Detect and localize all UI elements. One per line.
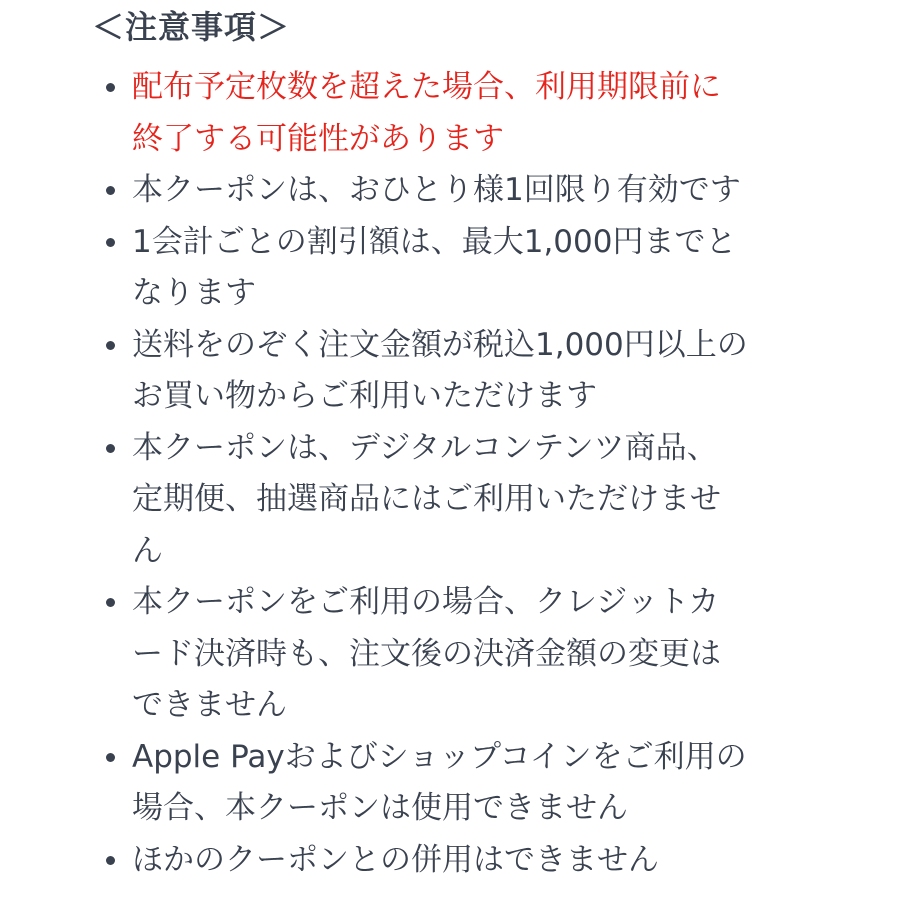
- notice-item-text: ほかのクーポンとの併用はできません: [132, 841, 659, 878]
- list-item: [92, 165, 812, 217]
- notice-item-text: 本クーポンは、デジタルコンテンツ商品、 定期便、抽選商品にはご利用いただけませ ん: [132, 429, 721, 569]
- notice-item-text: Apple Payおよびショップコインをご利用の 場合、本クーポンは使用できません: [132, 738, 747, 826]
- bullet-icon: [106, 83, 115, 92]
- bullet-icon: [106, 238, 115, 247]
- bullet-icon: [106, 341, 115, 350]
- list-item: [92, 835, 812, 887]
- notice-item-text: 1会計ごとの割引額は、最大1,000円までと なります: [132, 223, 737, 311]
- list-item: [92, 217, 812, 320]
- list-item: [92, 732, 812, 835]
- list-item: [92, 320, 812, 423]
- list-item: [92, 577, 812, 732]
- bullet-icon: [106, 753, 115, 762]
- notice-item-text: 本クーポンは、おひとり様1回限り有効です: [132, 172, 741, 208]
- notice-section: [92, 4, 812, 886]
- bullet-icon: [106, 856, 115, 865]
- bullet-icon: [106, 186, 115, 195]
- bullet-icon: [106, 598, 115, 607]
- notice-item-text: 送料をのぞく注文金額が税込1,000円以上の お買い物からご利用いただけます: [132, 326, 748, 414]
- bullet-icon: [106, 444, 115, 453]
- list-item: [92, 62, 812, 165]
- notice-item-text: 配布予定枚数を超えた場合、利用期限前に 終了する可能性があります: [132, 69, 721, 157]
- notice-item-text: 本クーポンをご利用の場合、クレジットカ ード決済時も、注文後の決済金額の変更は できません: [132, 584, 721, 723]
- notice-list: [92, 62, 812, 886]
- list-item: [92, 423, 812, 578]
- notice-title: ＜注意事項＞: [92, 8, 291, 46]
